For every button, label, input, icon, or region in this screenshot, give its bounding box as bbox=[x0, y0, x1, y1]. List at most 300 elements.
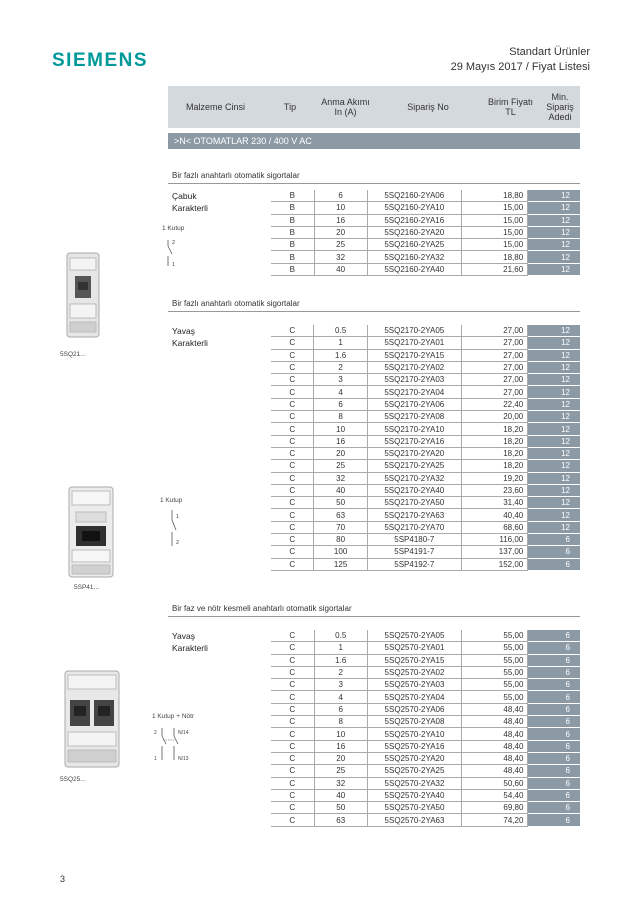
breaker-image-1pole bbox=[66, 252, 100, 343]
table-row bbox=[271, 691, 580, 703]
min-qty-cell: 12 bbox=[528, 521, 580, 533]
min-qty-cell: 6 bbox=[528, 630, 580, 642]
tip-cell: C bbox=[271, 423, 314, 435]
tip-cell: B bbox=[271, 214, 314, 226]
price-cell: 55,00 bbox=[462, 630, 528, 642]
table-row bbox=[271, 789, 580, 801]
table-header bbox=[168, 86, 580, 128]
tip-cell: C bbox=[271, 374, 314, 386]
table-row bbox=[271, 716, 580, 728]
tip-cell: C bbox=[271, 703, 314, 715]
min-qty-cell: 12 bbox=[528, 214, 580, 226]
tip-cell: C bbox=[271, 802, 314, 814]
amp-cell: 8 bbox=[314, 716, 367, 728]
amp-cell: 2 bbox=[314, 666, 367, 678]
section-title: Bir fazlı anahtarlı otomatik sigortalar bbox=[172, 299, 300, 308]
min-qty-cell: 6 bbox=[528, 534, 580, 546]
price-cell: 18,20 bbox=[461, 460, 527, 472]
amp-cell: 63 bbox=[314, 509, 367, 521]
order-no-cell: 5SQ2570-2YA32 bbox=[367, 777, 461, 789]
price-cell: 15,00 bbox=[461, 202, 527, 214]
svg-text:1: 1 bbox=[172, 262, 176, 268]
table-row bbox=[271, 509, 580, 521]
min-qty-cell: 12 bbox=[528, 386, 580, 398]
price-cell: 69,80 bbox=[462, 802, 528, 814]
price-cell: 20,00 bbox=[461, 411, 527, 423]
min-qty-cell: 6 bbox=[528, 802, 580, 814]
order-no-cell: 5SQ2570-2YA04 bbox=[367, 691, 461, 703]
table-row bbox=[271, 484, 580, 496]
tip-cell: B bbox=[271, 190, 314, 202]
breaker-image-pole-neutral bbox=[64, 670, 120, 773]
table-row bbox=[271, 630, 580, 642]
amp-cell: 6 bbox=[314, 703, 367, 715]
amp-cell: 6 bbox=[314, 190, 367, 202]
order-no-cell: 5SQ2160-2YA10 bbox=[367, 202, 461, 214]
group-label-line2: Karakterli bbox=[172, 643, 208, 653]
header-subtitle: 29 Mayıs 2017 / Fiyat Listesi bbox=[450, 61, 590, 73]
price-table bbox=[271, 630, 580, 827]
min-qty-cell: 6 bbox=[528, 777, 580, 789]
amp-cell: 100 bbox=[314, 546, 367, 558]
min-qty-cell: 12 bbox=[528, 423, 580, 435]
order-no-cell: 5SQ2170-2YA01 bbox=[367, 337, 461, 349]
amp-cell: 40 bbox=[314, 263, 367, 275]
amp-cell: 1.6 bbox=[314, 654, 367, 666]
min-qty-cell: 12 bbox=[528, 239, 580, 251]
price-cell: 55,00 bbox=[462, 642, 528, 654]
min-qty-cell: 6 bbox=[528, 752, 580, 764]
price-cell: 48,40 bbox=[462, 728, 528, 740]
table-row bbox=[271, 337, 580, 349]
price-cell: 48,40 bbox=[462, 752, 528, 764]
table-row bbox=[271, 202, 580, 214]
col-anma: Anma Akımı In (A) bbox=[321, 97, 370, 117]
tip-cell: C bbox=[271, 630, 314, 642]
page-number: 3 bbox=[60, 874, 66, 884]
tip-cell: C bbox=[271, 740, 314, 752]
order-no-cell: 5SP4192-7 bbox=[367, 558, 461, 570]
order-no-cell: 5SQ2170-2YA63 bbox=[367, 509, 461, 521]
order-no-cell: 5SQ2570-2YA50 bbox=[367, 802, 461, 814]
price-table bbox=[271, 190, 580, 276]
order-no-cell: 5SQ2160-2YA40 bbox=[367, 263, 461, 275]
tip-cell: B bbox=[271, 251, 314, 263]
price-cell: 23,60 bbox=[461, 484, 527, 496]
order-no-cell: 5SQ2570-2YA06 bbox=[367, 703, 461, 715]
min-qty-cell: 6 bbox=[528, 642, 580, 654]
price-cell: 19,20 bbox=[461, 472, 527, 484]
tip-cell: C bbox=[271, 411, 314, 423]
tip-cell: C bbox=[271, 447, 314, 459]
min-qty-cell: 6 bbox=[528, 728, 580, 740]
min-qty-cell: 12 bbox=[528, 190, 580, 202]
amp-cell: 10 bbox=[314, 423, 367, 435]
price-cell: 55,00 bbox=[462, 679, 528, 691]
amp-cell: 20 bbox=[314, 752, 367, 764]
amp-cell: 70 bbox=[314, 521, 367, 533]
pole-diagram bbox=[152, 710, 202, 771]
tip-cell: C bbox=[271, 349, 314, 361]
section-divider bbox=[168, 616, 580, 617]
tip-cell: C bbox=[271, 546, 314, 558]
order-no-cell: 5SQ2570-2YA05 bbox=[367, 630, 461, 642]
price-cell: 18,20 bbox=[461, 423, 527, 435]
siemens-logo: SIEMENS bbox=[52, 50, 149, 71]
order-no-cell: 5SQ2570-2YA02 bbox=[367, 666, 461, 678]
order-no-cell: 5SQ2170-2YA03 bbox=[367, 374, 461, 386]
table-row bbox=[271, 374, 580, 386]
price-cell: 48,40 bbox=[462, 740, 528, 752]
min-qty-cell: 12 bbox=[528, 398, 580, 410]
svg-text:1: 1 bbox=[154, 756, 157, 762]
table-row bbox=[271, 398, 580, 410]
section-divider bbox=[168, 183, 580, 184]
order-no-cell: 5SQ2570-2YA15 bbox=[367, 654, 461, 666]
tip-cell: C bbox=[271, 666, 314, 678]
min-qty-cell: 6 bbox=[528, 814, 580, 826]
tip-cell: C bbox=[271, 679, 314, 691]
tip-cell: C bbox=[271, 752, 314, 764]
table-row bbox=[271, 361, 580, 373]
table-row bbox=[271, 423, 580, 435]
min-qty-cell: 12 bbox=[528, 374, 580, 386]
amp-cell: 20 bbox=[314, 447, 367, 459]
tip-cell: C bbox=[271, 558, 314, 570]
price-cell: 18,20 bbox=[461, 435, 527, 447]
amp-cell: 10 bbox=[314, 728, 367, 740]
table-row bbox=[271, 642, 580, 654]
order-no-cell: 5SQ2570-2YA03 bbox=[367, 679, 461, 691]
price-cell: 137,00 bbox=[461, 546, 527, 558]
svg-text:N/13: N/13 bbox=[178, 756, 189, 762]
min-qty-cell: 12 bbox=[528, 251, 580, 263]
price-cell: 18,80 bbox=[461, 251, 527, 263]
price-cell: 48,40 bbox=[462, 765, 528, 777]
tip-cell: C bbox=[271, 534, 314, 546]
price-cell: 27,00 bbox=[461, 386, 527, 398]
section-title: Bir faz ve nötr kesmeli anahtarlı otomatik sigortalar bbox=[172, 604, 352, 613]
tip-cell: B bbox=[271, 263, 314, 275]
group-label-line1: Yavaş bbox=[172, 631, 195, 641]
product-code-label: 5SQ21... bbox=[60, 351, 86, 358]
price-cell: 15,00 bbox=[461, 214, 527, 226]
tip-cell: C bbox=[271, 777, 314, 789]
tip-cell: C bbox=[271, 325, 314, 337]
amp-cell: 4 bbox=[314, 691, 367, 703]
group-label-line2: Karakterli bbox=[172, 203, 208, 213]
table-row bbox=[271, 777, 580, 789]
table-row bbox=[271, 435, 580, 447]
tip-cell: C bbox=[271, 472, 314, 484]
table-row bbox=[271, 214, 580, 226]
order-no-cell: 5SQ2170-2YA10 bbox=[367, 423, 461, 435]
product-code-label: 5SQ25... bbox=[60, 776, 86, 783]
order-no-cell: 5SQ2160-2YA32 bbox=[367, 251, 461, 263]
order-no-cell: 5SP4191-7 bbox=[367, 546, 461, 558]
tip-cell: C bbox=[271, 765, 314, 777]
price-cell: 55,00 bbox=[462, 666, 528, 678]
table-row bbox=[271, 263, 580, 275]
order-no-cell: 5SQ2170-2YA20 bbox=[367, 447, 461, 459]
amp-cell: 0.5 bbox=[314, 325, 367, 337]
order-no-cell: 5SQ2170-2YA04 bbox=[367, 386, 461, 398]
col-min: Min. Sipariş Adedi bbox=[546, 92, 574, 122]
min-qty-cell: 12 bbox=[528, 411, 580, 423]
order-no-cell: 5SQ2570-2YA40 bbox=[367, 789, 461, 801]
table-row bbox=[271, 521, 580, 533]
table-row bbox=[271, 546, 580, 558]
min-qty-cell: 6 bbox=[528, 716, 580, 728]
min-qty-cell: 12 bbox=[528, 460, 580, 472]
min-qty-cell: 12 bbox=[528, 435, 580, 447]
band-label: >N< OTOMATLAR 230 / 400 V AC bbox=[174, 136, 312, 146]
tip-cell: C bbox=[271, 716, 314, 728]
order-no-cell: 5SQ2170-2YA02 bbox=[367, 361, 461, 373]
order-no-cell: 5SQ2170-2YA40 bbox=[367, 484, 461, 496]
tip-cell: C bbox=[271, 398, 314, 410]
table-row bbox=[271, 679, 580, 691]
amp-cell: 0.5 bbox=[314, 630, 367, 642]
tip-cell: C bbox=[271, 654, 314, 666]
svg-text:2: 2 bbox=[176, 540, 180, 546]
order-no-cell: 5SQ2570-2YA25 bbox=[367, 765, 461, 777]
amp-cell: 25 bbox=[314, 765, 367, 777]
price-table bbox=[271, 325, 580, 571]
price-cell: 27,00 bbox=[461, 374, 527, 386]
price-cell: 48,40 bbox=[462, 703, 528, 715]
table-row bbox=[271, 765, 580, 777]
svg-text:2: 2 bbox=[172, 240, 176, 246]
col-siparis: Sipariş No bbox=[407, 102, 449, 112]
amp-cell: 3 bbox=[314, 679, 367, 691]
amp-cell: 80 bbox=[314, 534, 367, 546]
col-tip: Tip bbox=[283, 102, 297, 112]
table-row bbox=[271, 802, 580, 814]
order-no-cell: 5SP4180-7 bbox=[367, 534, 461, 546]
group-label-line1: Çabuk bbox=[172, 191, 197, 201]
min-qty-cell: 6 bbox=[528, 654, 580, 666]
min-qty-cell: 12 bbox=[528, 202, 580, 214]
amp-cell: 2 bbox=[314, 361, 367, 373]
amp-cell: 1 bbox=[314, 642, 367, 654]
price-cell: 27,00 bbox=[461, 349, 527, 361]
table-row bbox=[271, 460, 580, 472]
price-cell: 48,40 bbox=[462, 716, 528, 728]
table-row bbox=[271, 239, 580, 251]
amp-cell: 8 bbox=[314, 411, 367, 423]
order-no-cell: 5SQ2170-2YA70 bbox=[367, 521, 461, 533]
min-qty-cell: 12 bbox=[528, 337, 580, 349]
amp-cell: 40 bbox=[314, 789, 367, 801]
price-cell: 21,60 bbox=[461, 263, 527, 275]
min-qty-cell: 6 bbox=[528, 679, 580, 691]
amp-cell: 50 bbox=[314, 497, 367, 509]
tip-cell: C bbox=[271, 386, 314, 398]
amp-cell: 32 bbox=[314, 251, 367, 263]
table-row bbox=[271, 740, 580, 752]
table-row bbox=[271, 190, 580, 202]
table-row bbox=[271, 472, 580, 484]
table-row bbox=[271, 703, 580, 715]
tip-cell: B bbox=[271, 226, 314, 238]
col-malzeme: Malzeme Cinsi bbox=[185, 102, 245, 112]
tip-cell: C bbox=[271, 789, 314, 801]
price-cell: 18,20 bbox=[461, 447, 527, 459]
min-qty-cell: 12 bbox=[528, 325, 580, 337]
price-cell: 54,40 bbox=[462, 789, 528, 801]
diagram-label: 1 Kutup + Nötr bbox=[152, 713, 195, 720]
order-no-cell: 5SQ2170-2YA06 bbox=[367, 398, 461, 410]
product-code-label: 5SP41... bbox=[74, 584, 99, 591]
price-cell: 27,00 bbox=[461, 325, 527, 337]
order-no-cell: 5SQ2170-2YA25 bbox=[367, 460, 461, 472]
table-row bbox=[271, 752, 580, 764]
price-cell: 116,00 bbox=[461, 534, 527, 546]
order-no-cell: 5SQ2570-2YA63 bbox=[367, 814, 461, 826]
svg-text:2: 2 bbox=[154, 730, 157, 736]
header-title: Standart Ürünler bbox=[509, 46, 590, 58]
amp-cell: 125 bbox=[314, 558, 367, 570]
svg-text:1: 1 bbox=[176, 514, 180, 520]
tip-cell: C bbox=[271, 691, 314, 703]
min-qty-cell: 12 bbox=[528, 361, 580, 373]
table-row bbox=[271, 666, 580, 678]
tip-cell: C bbox=[271, 435, 314, 447]
amp-cell: 10 bbox=[314, 202, 367, 214]
min-qty-cell: 12 bbox=[528, 263, 580, 275]
min-qty-cell: 6 bbox=[528, 703, 580, 715]
amp-cell: 4 bbox=[314, 386, 367, 398]
table-row bbox=[271, 226, 580, 238]
min-qty-cell: 6 bbox=[528, 546, 580, 558]
order-no-cell: 5SQ2570-2YA16 bbox=[367, 740, 461, 752]
amp-cell: 50 bbox=[314, 802, 367, 814]
order-no-cell: 5SQ2570-2YA10 bbox=[367, 728, 461, 740]
svg-text:N/14: N/14 bbox=[178, 730, 189, 736]
price-cell: 27,00 bbox=[461, 337, 527, 349]
amp-cell: 63 bbox=[314, 814, 367, 826]
tip-cell: C bbox=[271, 484, 314, 496]
amp-cell: 40 bbox=[314, 484, 367, 496]
min-qty-cell: 6 bbox=[528, 666, 580, 678]
diagram-label: 1 Kutup bbox=[160, 497, 183, 504]
table-row bbox=[271, 534, 580, 546]
section-title: Bir fazlı anahtarlı otomatik sigortalar bbox=[172, 171, 300, 180]
price-cell: 152,00 bbox=[461, 558, 527, 570]
price-cell: 31,40 bbox=[461, 497, 527, 509]
price-cell: 74,20 bbox=[462, 814, 528, 826]
amp-cell: 25 bbox=[314, 460, 367, 472]
price-cell: 15,00 bbox=[461, 239, 527, 251]
tip-cell: B bbox=[271, 202, 314, 214]
tip-cell: C bbox=[271, 814, 314, 826]
table-row bbox=[271, 325, 580, 337]
amp-cell: 25 bbox=[314, 239, 367, 251]
min-qty-cell: 12 bbox=[528, 472, 580, 484]
tip-cell: C bbox=[271, 642, 314, 654]
order-no-cell: 5SQ2170-2YA05 bbox=[367, 325, 461, 337]
amp-cell: 16 bbox=[314, 214, 367, 226]
table-row bbox=[271, 386, 580, 398]
tip-cell: C bbox=[271, 361, 314, 373]
group-label bbox=[172, 630, 208, 654]
min-qty-cell: 6 bbox=[528, 740, 580, 752]
price-cell: 22,40 bbox=[461, 398, 527, 410]
min-qty-cell: 12 bbox=[528, 509, 580, 521]
order-no-cell: 5SQ2160-2YA06 bbox=[367, 190, 461, 202]
order-no-cell: 5SQ2170-2YA50 bbox=[367, 497, 461, 509]
price-cell: 50,60 bbox=[462, 777, 528, 789]
order-no-cell: 5SQ2570-2YA20 bbox=[367, 752, 461, 764]
order-no-cell: 5SQ2570-2YA01 bbox=[367, 642, 461, 654]
tip-cell: C bbox=[271, 509, 314, 521]
min-qty-cell: 12 bbox=[528, 484, 580, 496]
price-cell: 55,00 bbox=[462, 654, 528, 666]
price-cell: 55,00 bbox=[462, 691, 528, 703]
group-label-line2: Karakterli bbox=[172, 338, 208, 348]
table-row bbox=[271, 447, 580, 459]
group-label bbox=[172, 325, 208, 349]
min-qty-cell: 6 bbox=[528, 558, 580, 570]
min-qty-cell: 12 bbox=[528, 226, 580, 238]
amp-cell: 16 bbox=[314, 740, 367, 752]
order-no-cell: 5SQ2160-2YA20 bbox=[367, 226, 461, 238]
category-band bbox=[168, 133, 580, 149]
tip-cell: C bbox=[271, 337, 314, 349]
table-row bbox=[271, 251, 580, 263]
amp-cell: 1.6 bbox=[314, 349, 367, 361]
table-row bbox=[271, 411, 580, 423]
pole-diagram bbox=[162, 222, 212, 275]
breaker-image-high-current bbox=[68, 486, 114, 583]
col-birim: Birim Fiyatı TL bbox=[488, 97, 533, 117]
table-row bbox=[271, 349, 580, 361]
price-cell: 27,00 bbox=[461, 361, 527, 373]
min-qty-cell: 12 bbox=[528, 349, 580, 361]
min-qty-cell: 12 bbox=[528, 497, 580, 509]
tip-cell: C bbox=[271, 460, 314, 472]
order-no-cell: 5SQ2160-2YA16 bbox=[367, 214, 461, 226]
tip-cell: C bbox=[271, 497, 314, 509]
order-no-cell: 5SQ2170-2YA16 bbox=[367, 435, 461, 447]
table-row bbox=[271, 497, 580, 509]
tip-cell: C bbox=[271, 521, 314, 533]
amp-cell: 1 bbox=[314, 337, 367, 349]
group-label bbox=[172, 190, 208, 214]
amp-cell: 20 bbox=[314, 226, 367, 238]
pole-diagram bbox=[160, 494, 210, 555]
amp-cell: 6 bbox=[314, 398, 367, 410]
min-qty-cell: 12 bbox=[528, 447, 580, 459]
section-divider bbox=[168, 311, 580, 312]
order-no-cell: 5SQ2160-2YA25 bbox=[367, 239, 461, 251]
amp-cell: 32 bbox=[314, 472, 367, 484]
table-row bbox=[271, 814, 580, 826]
group-label-line1: Yavaş bbox=[172, 326, 195, 336]
price-cell: 40,40 bbox=[461, 509, 527, 521]
order-no-cell: 5SQ2570-2YA08 bbox=[367, 716, 461, 728]
price-cell: 18,80 bbox=[461, 190, 527, 202]
amp-cell: 3 bbox=[314, 374, 367, 386]
price-cell: 15,00 bbox=[461, 226, 527, 238]
tip-cell: B bbox=[271, 239, 314, 251]
table-row bbox=[271, 728, 580, 740]
order-no-cell: 5SQ2170-2YA32 bbox=[367, 472, 461, 484]
table-row bbox=[271, 654, 580, 666]
amp-cell: 16 bbox=[314, 435, 367, 447]
amp-cell: 32 bbox=[314, 777, 367, 789]
